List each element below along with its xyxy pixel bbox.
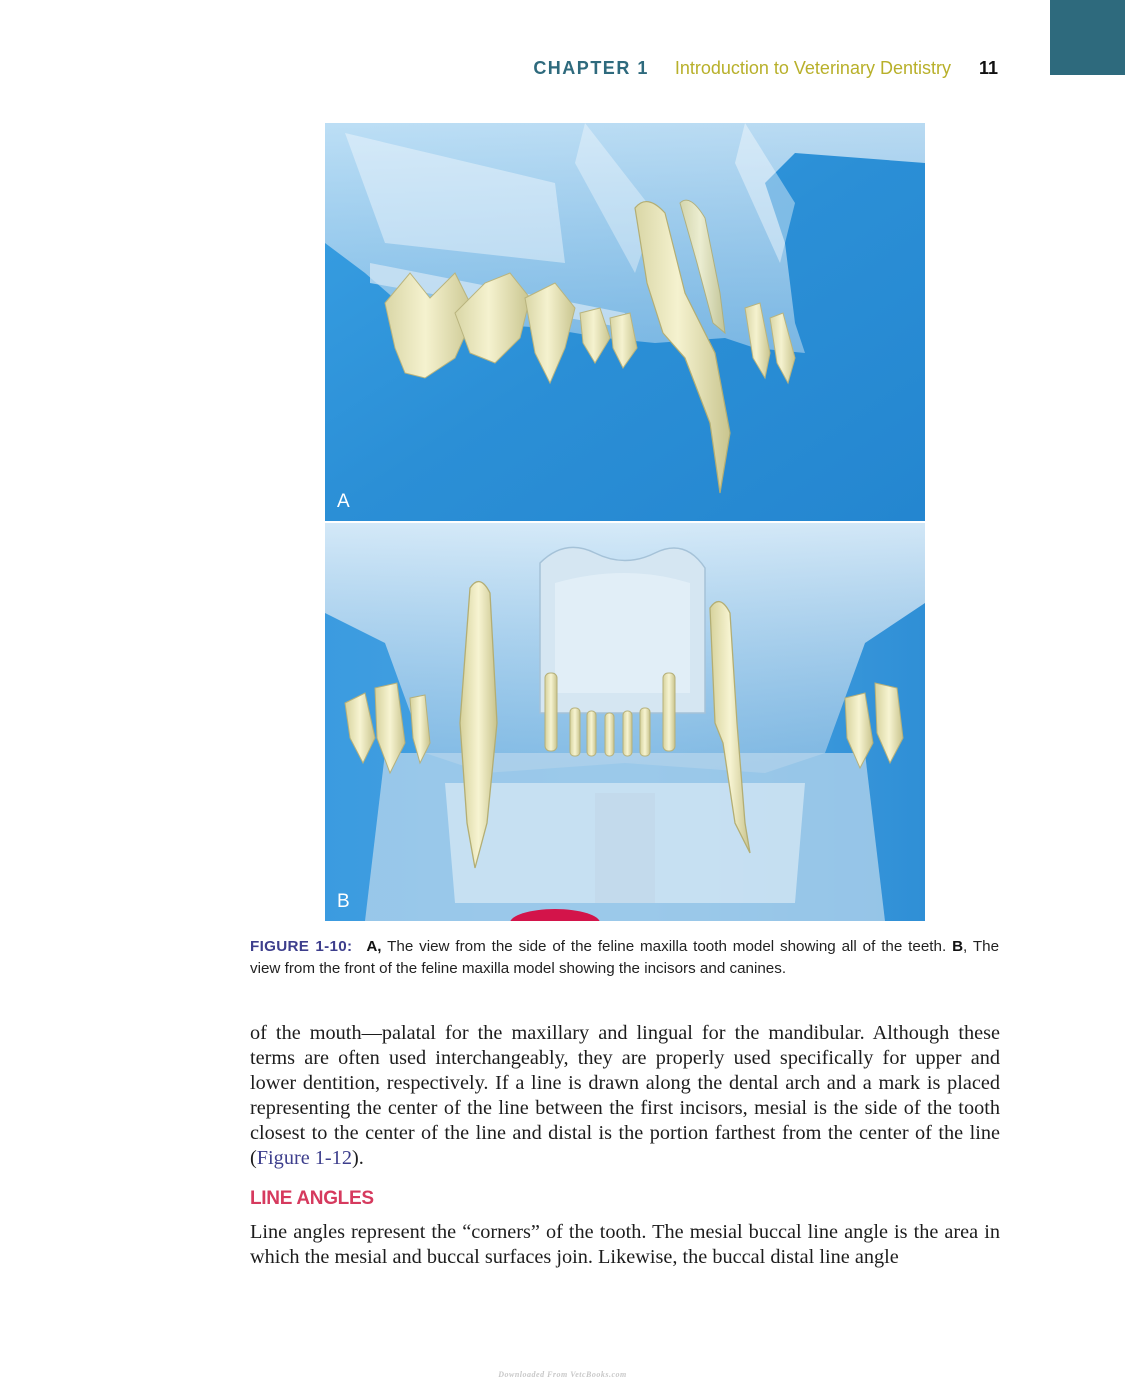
figure-reference-link[interactable]: Figure 1-12 <box>256 1147 352 1169</box>
body-paragraph-2 <box>250 1220 1000 1270</box>
footer-watermark: Downloaded From VetcBooks.com <box>498 1370 627 1379</box>
paragraph-1-text: of the mouth—palatal for the maxillary and lingual for the mandibular. Although these terms are often used interchangeably, they are properly used specifically for upper and lower dentition, respectively. If a line is drawn along the dental arch and a mark is placed representing the center of the line between the first incisors, mesial is the side of the tooth closest to the center of the line and distal is the portion farthest from the center of the line ( <box>250 1022 1000 1169</box>
body-paragraph-1 <box>250 1021 1000 1171</box>
page-number: 11 <box>978 58 998 78</box>
running-header <box>533 58 998 80</box>
feline-maxilla-front-view-photo <box>325 523 925 921</box>
caption-a-marker: A, <box>366 938 382 955</box>
paragraph-2-text: Line angles represent the “corners” of the tooth. The mesial buccal line angle is the area in which the mesial and buccal surfaces join. Likewise, the buccal distal line angle <box>250 1221 1000 1268</box>
caption-b-text: , The view from the front of the feline maxilla model showing the incisors and canines. <box>250 938 1000 977</box>
chapter-title: Introduction to Veterinary Dentistry <box>674 58 951 78</box>
section-heading-line-angles: LINE ANGLES <box>250 1188 374 1209</box>
figure-panel-a <box>325 123 925 521</box>
feline-maxilla-side-view-photo <box>325 123 925 521</box>
caption-b-marker: B <box>952 938 964 955</box>
caption-a-text: The view from the side of the feline maxilla tooth model showing all of the teeth. <box>381 938 953 955</box>
figure-panel-b <box>325 523 925 921</box>
figure-caption <box>250 936 999 980</box>
chapter-label: CHAPTER 1 <box>533 58 649 78</box>
paragraph-1-end: ). <box>351 1147 364 1169</box>
panel-a-label: A <box>337 491 350 512</box>
panel-b-label: B <box>337 891 350 912</box>
chapter-tab-marker <box>1050 0 1125 75</box>
figure-number-label: FIGURE 1-10: <box>250 938 353 955</box>
